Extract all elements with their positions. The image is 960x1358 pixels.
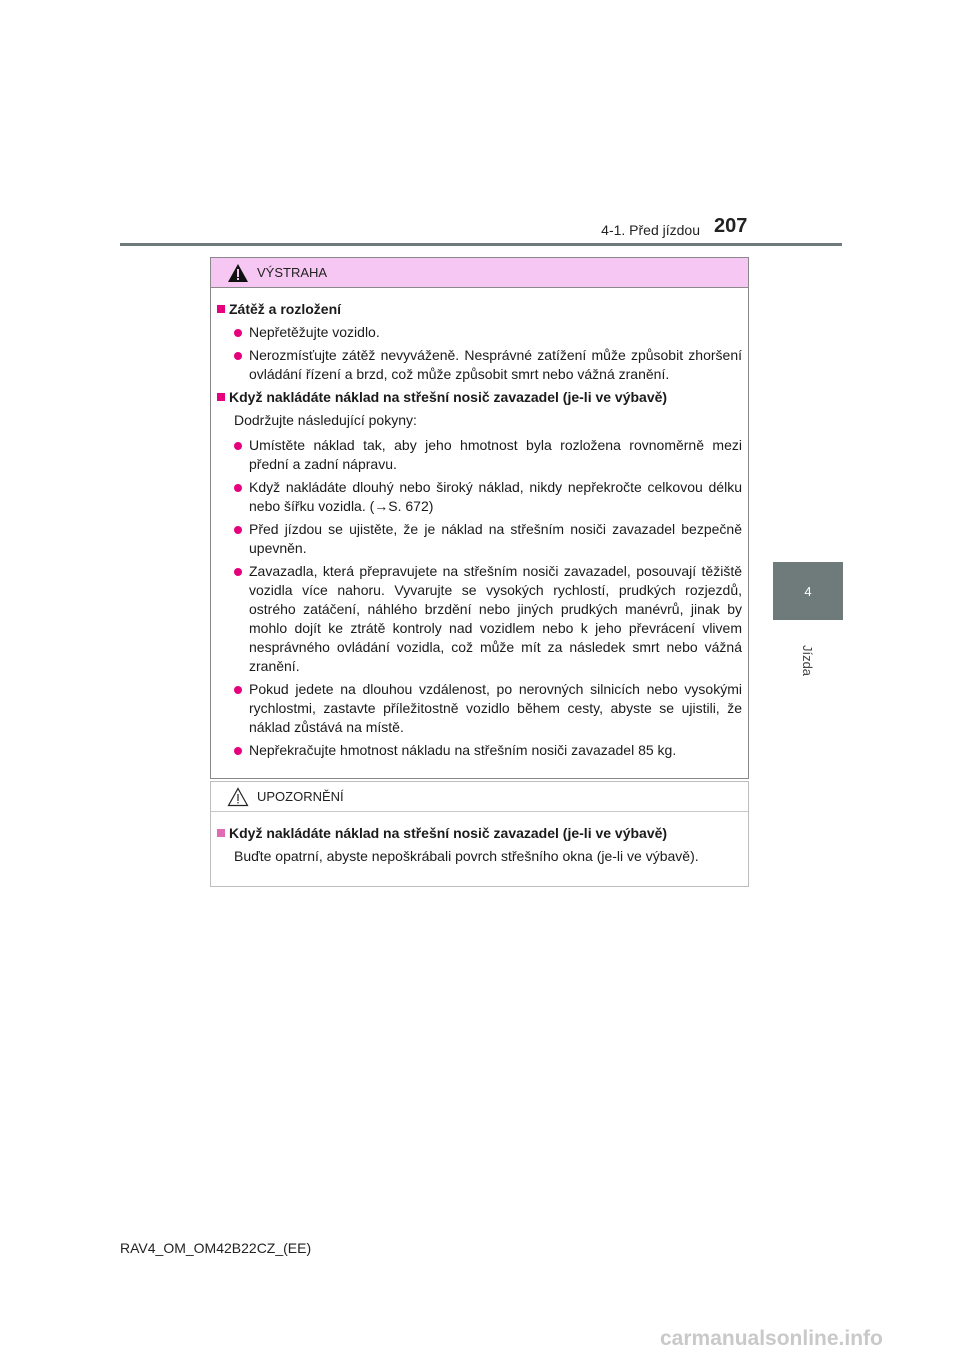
watermark: carmanualsonline.info (660, 1327, 883, 1350)
header-divider (120, 243, 842, 246)
chapter-label: Jízda (800, 644, 816, 676)
dot-bullet-icon (234, 484, 242, 492)
dot-bullet-icon (234, 686, 242, 694)
list-item: Zavazadla, která přepravujete na střešním nosiči zavazadel, posouvají těžiště vozidla více nahoru. Vyvarujte se vysokých rychlostí, prudkých rozjezdů, ostrého zatáčení, náhlého brzdění nebo jiných prudkých manévrů, jinak by mohlo dojít ke ztrátě kontroly nad vozidlem nebo k jeho převrácení vlivem nesprávného ovládání vozidla, což může mít za následek smrt nebo vážná zranění. (234, 562, 742, 676)
page-number: 207 (714, 215, 748, 237)
warning-triangle-icon (227, 263, 249, 283)
caution-box (210, 781, 749, 887)
caution-triangle-icon (227, 787, 249, 807)
section-heading: Zátěž a rozložení (217, 300, 742, 319)
warning-title: VÝSTRAHA (257, 265, 328, 280)
list-item: Pokud jedete na dlouhou vzdálenost, po nerovných silnicích nebo vysokými rychlostmi, zastavte příležitostně vozidlo během cesty, abyste se ujistili, že náklad zůstává na místě. (234, 680, 742, 737)
list-item: Když nakládáte dlouhý nebo široký náklad, nikdy nepřekročte celkovou délku nebo šířku vozidla. (→S. 672) (234, 478, 742, 516)
caution-body (211, 812, 748, 886)
list-item: Umístěte náklad tak, aby jeho hmotnost byla rozložena rovnoměrně mezi přední a zadní nápravu. (234, 436, 742, 474)
warning-box (210, 257, 749, 779)
square-bullet-icon (217, 829, 225, 837)
dot-bullet-icon (234, 526, 242, 534)
chapter-label-wrap (770, 640, 846, 680)
square-bullet-icon (217, 305, 225, 313)
section-heading: Když nakládáte náklad na střešní nosič zavazadel (je-li ve výbavě) (217, 388, 742, 407)
warning-body (211, 288, 748, 778)
list-item: Nerozmísťujte zátěž nevyváženě. Nesprávné zatížení může způsobit zhoršení ovládání řízení a brzd, což může způsobit smrt nebo vážná zranění. (234, 346, 742, 384)
warning-header (211, 258, 748, 288)
dot-bullet-icon (234, 747, 242, 755)
section-intro: Buďte opatrní, abyste nepoškrábali povrch střešního okna (je-li ve výbavě). (234, 848, 699, 864)
caution-title: UPOZORNĚNÍ (257, 789, 344, 804)
section-title: 4-1. Před jízdou (601, 222, 700, 238)
section-heading: Když nakládáte náklad na střešní nosič zavazadel (je-li ve výbavě) (217, 824, 742, 843)
square-bullet-icon (217, 393, 225, 401)
caution-header (211, 782, 748, 812)
dot-bullet-icon (234, 442, 242, 450)
dot-bullet-icon (234, 568, 242, 576)
section-intro: Dodržujte následující pokyny: (234, 412, 417, 428)
dot-bullet-icon (234, 329, 242, 337)
list-item: Nepřetěžujte vozidlo. (234, 323, 742, 342)
list-item: Před jízdou se ujistěte, že je náklad na střešním nosiči zavazadel bezpečně upevněn. (234, 520, 742, 558)
manual-code: RAV4_OM_OM42B22CZ_(EE) (120, 1240, 312, 1256)
chapter-tab (773, 562, 843, 620)
list-item: Nepřekračujte hmotnost nákladu na střešním nosiči zavazadel 85 kg. (234, 741, 742, 760)
chapter-number: 4 (804, 583, 812, 599)
dot-bullet-icon (234, 352, 242, 360)
